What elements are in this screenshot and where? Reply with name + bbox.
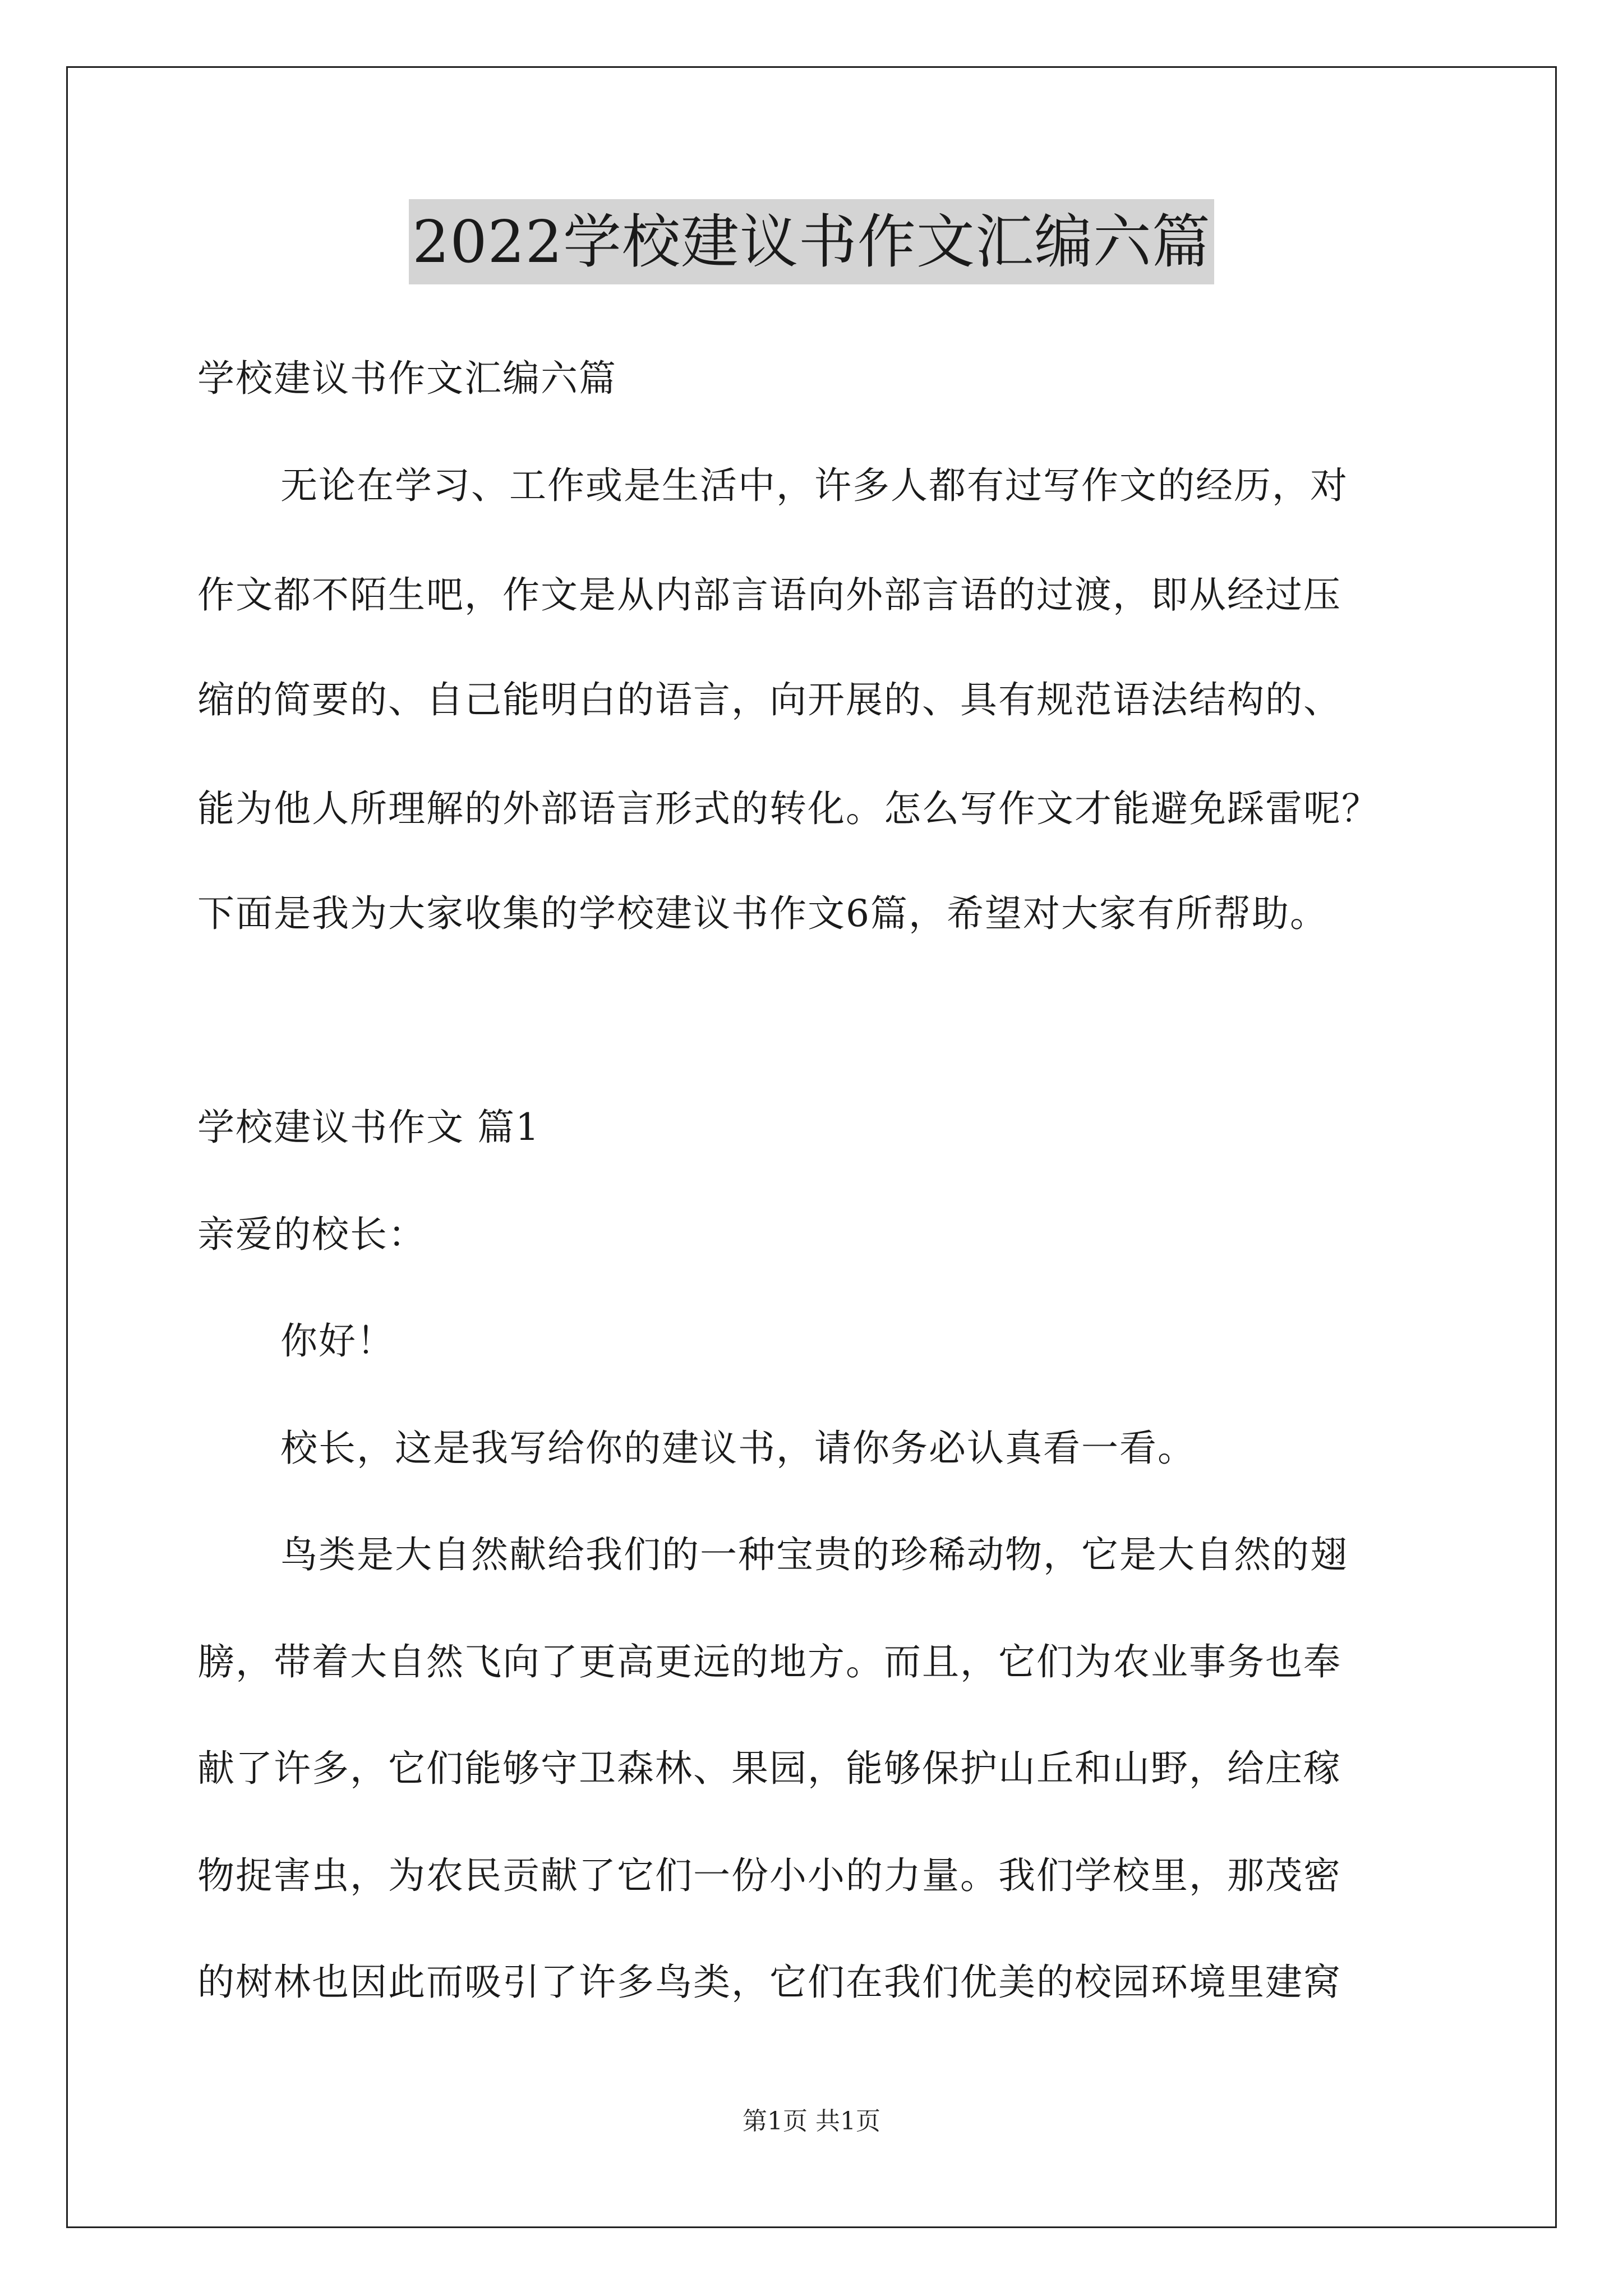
intro-line-1: 无论在学习、工作或是生活中，许多人都有过写作文的经历，对: [280, 464, 1348, 507]
page-footer: 第1页 共1页: [743, 2107, 880, 2136]
intro-line-4: 能为他人所理解的外部语言形式的转化。怎么写作文才能避免踩雷呢？: [197, 787, 1380, 830]
paragraph-2-line-3: 献了许多，它们能够守卫森林、果园，能够保护山丘和山野，给庄稼: [197, 1747, 1341, 1790]
section-heading: 学校建议书作文 篇1: [197, 1106, 540, 1149]
document-title: 2022学校建议书作文汇编六篇: [409, 199, 1214, 284]
document-subtitle: 学校建议书作文汇编六篇: [197, 357, 617, 400]
salutation: 亲爱的校长：: [197, 1213, 426, 1256]
greeting: 你好！: [280, 1319, 395, 1363]
paragraph-2-line-1: 鸟类是大自然献给我们的一种宝贵的珍稀动物，它是大自然的翅: [280, 1533, 1348, 1576]
paragraph-2-line-2: 膀，带着大自然飞向了更高更远的地方。而且，它们为农业事务也奉: [197, 1640, 1341, 1683]
intro-line-5: 下面是我为大家收集的学校建议书作文6篇，希望对大家有所帮助。: [197, 892, 1328, 935]
title-container: [0, 199, 1623, 284]
paragraph-2-line-4: 物捉害虫，为农民贡献了它们一份小小的力量。我们学校里，那茂密: [197, 1854, 1341, 1897]
intro-line-3: 缩的简要的、自己能明白的语言，向开展的、具有规范语法结构的、: [197, 678, 1341, 721]
paragraph-1: 校长，这是我写给你的建议书，请你务必认真看一看。: [280, 1427, 1196, 1470]
intro-line-2: 作文都不陌生吧，作文是从内部言语向外部言语的过渡，即从经过压: [197, 573, 1341, 616]
paragraph-2-line-5: 的树林也因此而吸引了许多鸟类，它们在我们优美的校园环境里建窝: [197, 1961, 1341, 2004]
